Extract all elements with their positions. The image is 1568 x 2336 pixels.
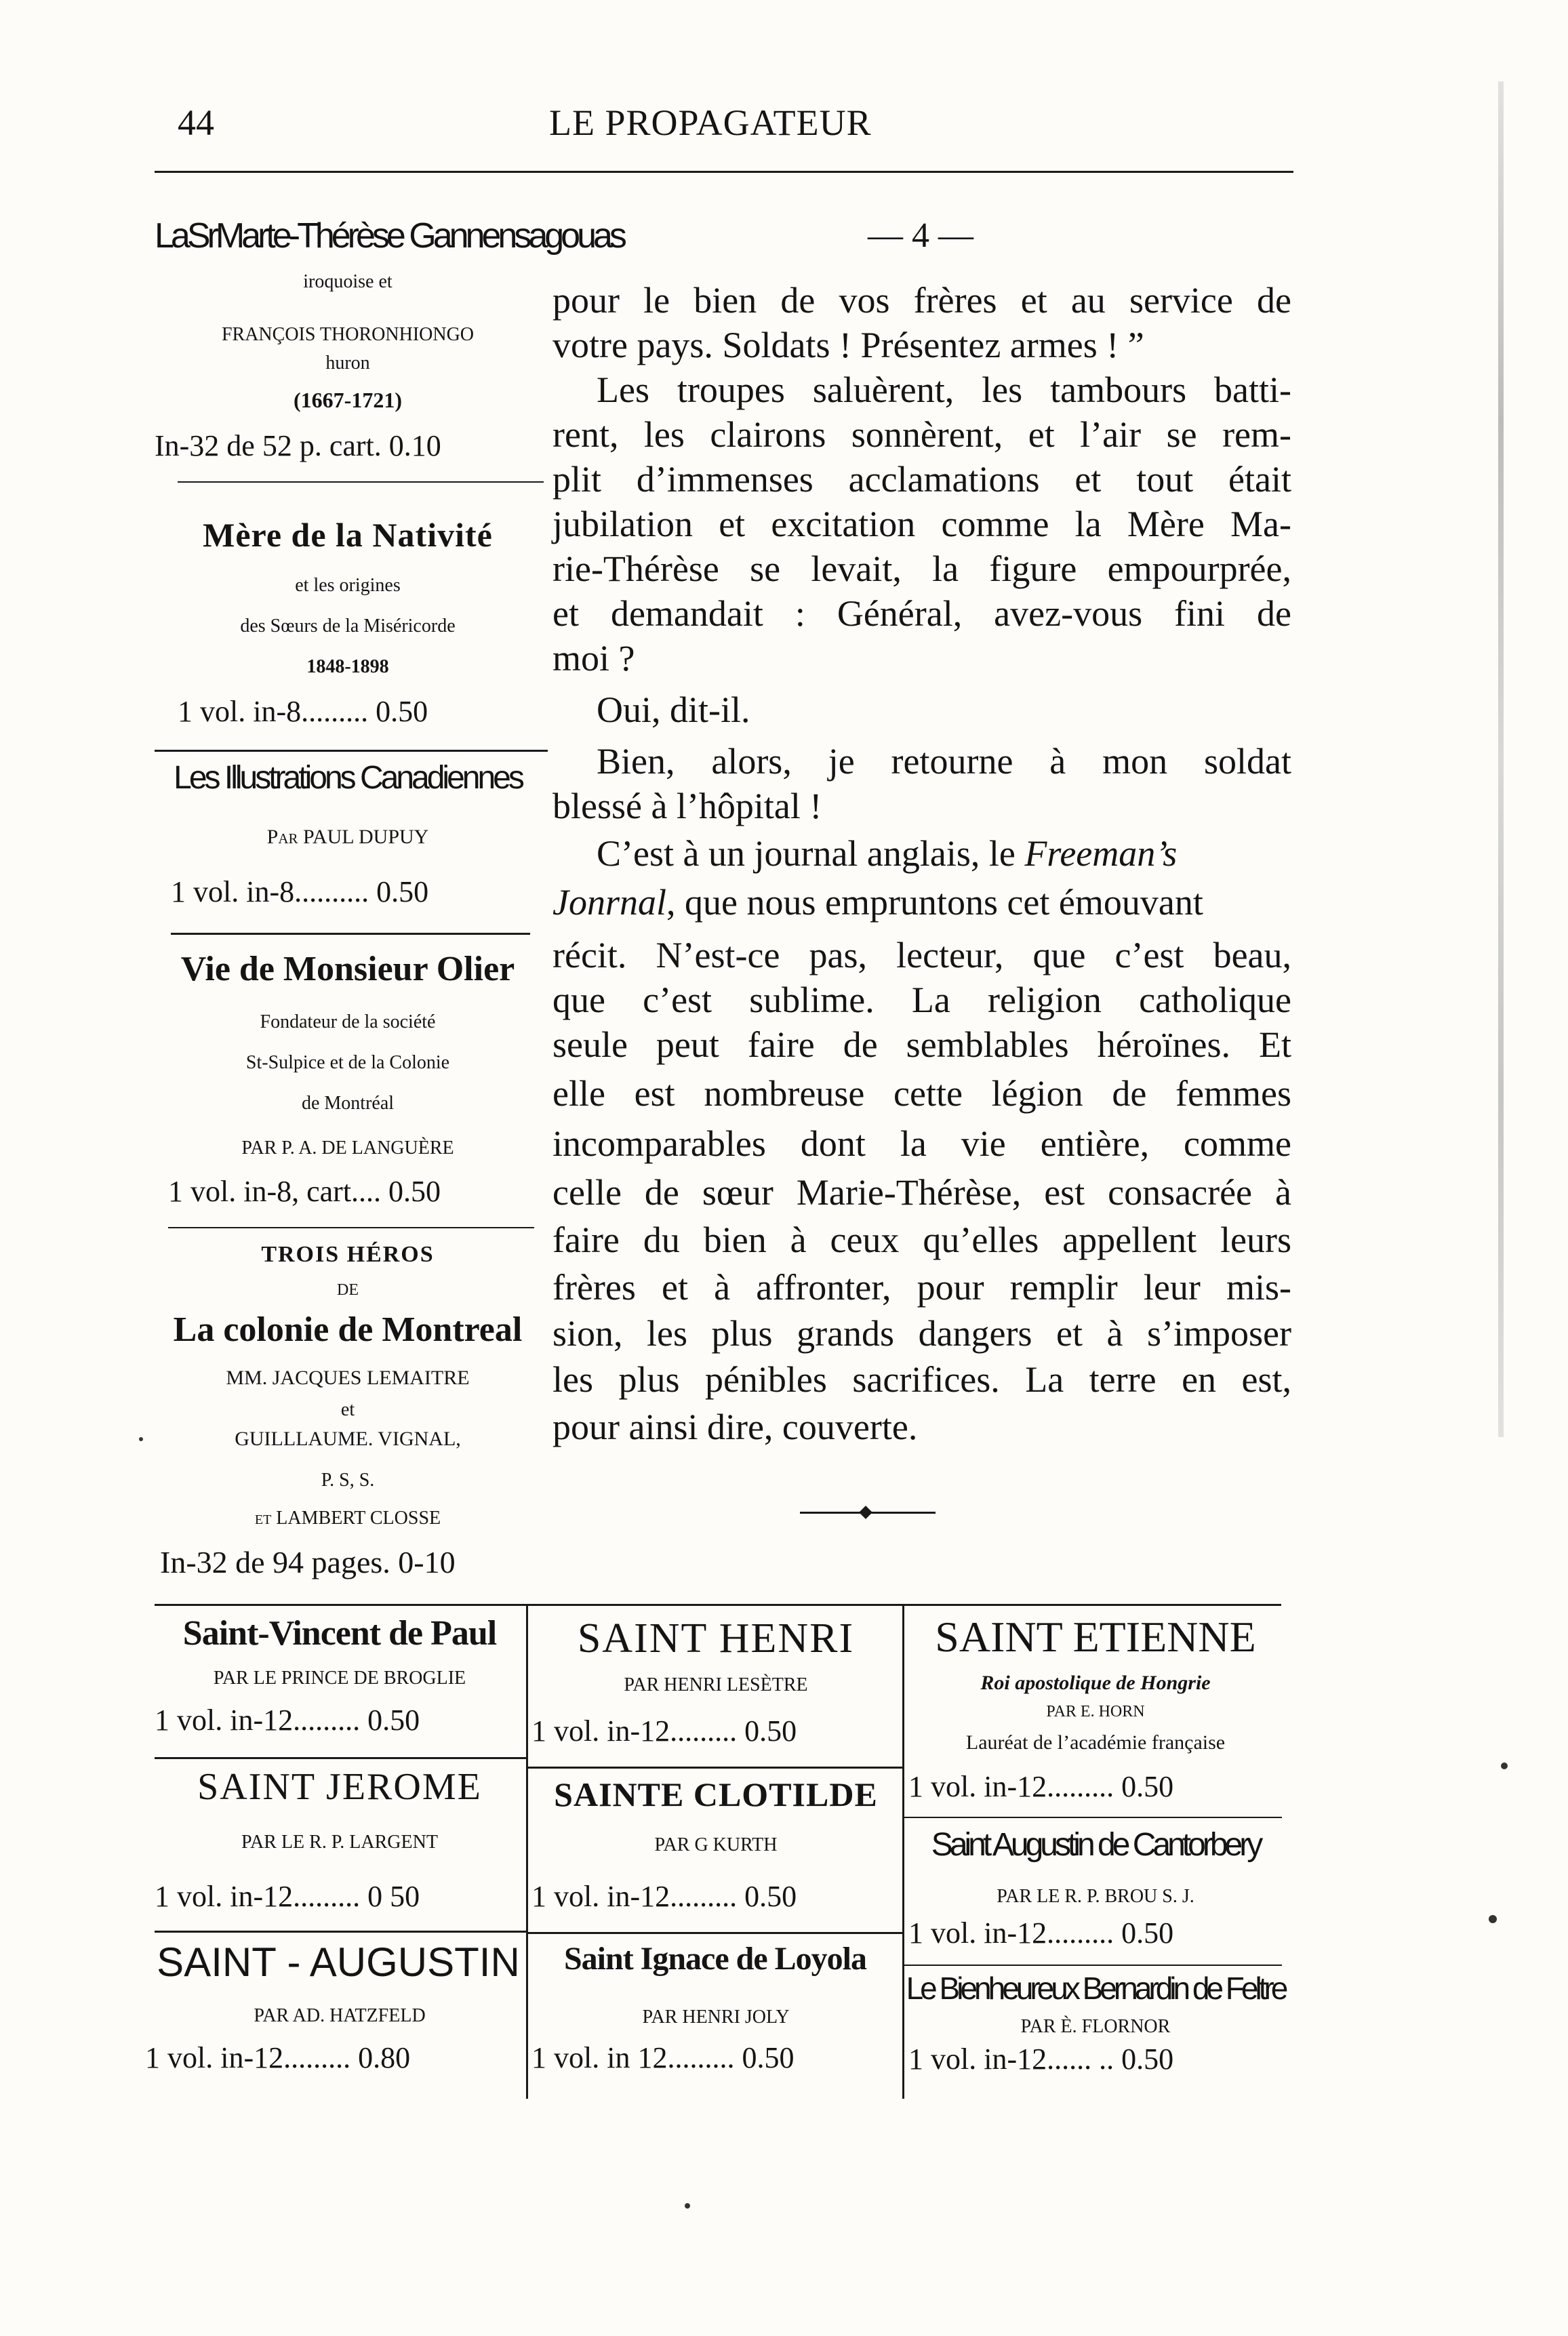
grid-col1-item2-title: SAINT JEROME	[197, 1766, 482, 1808]
left-entry-5-price: In-32 de 94 pages. 0-10	[160, 1545, 456, 1579]
body-line-9: moi ?	[552, 638, 635, 679]
left-entry-5-line-1: MM. JACQUES LEMAITRE	[226, 1367, 470, 1389]
body-line-19: incomparables dont la vie entière, comme	[552, 1123, 1291, 1164]
left-entry-3-line-1: Par PAUL DUPUY	[266, 826, 429, 848]
body-line-5: plit d’immenses acclamations et tout était	[552, 459, 1291, 500]
journal-word: Jonrnal	[552, 882, 666, 923]
grid-col1-item1-price: 1 vol. in-12......... 0.50	[155, 1704, 420, 1737]
grid-col2-rule-1	[526, 1767, 903, 1769]
left-entry-5-title-de: DE	[337, 1281, 359, 1299]
left-rule-2	[155, 750, 548, 752]
grid-col3-item2-author: PAR LE R. P. BROU S. J.	[997, 1886, 1194, 1907]
left-entry-2-line-1: et les origines	[295, 575, 401, 596]
grid-col2-item2-price: 1 vol. in-12......... 0.50	[531, 1880, 797, 1913]
running-title: LE PROPAGATEUR	[549, 102, 872, 143]
body-line-3: Les troupes saluèrent, les tambours batti-	[597, 369, 1291, 410]
left-rule-3	[171, 933, 530, 935]
header-rule	[155, 171, 1293, 173]
body-line-2: votre pays. Soldats ! Présentez armes ! ”	[552, 325, 1144, 365]
body-line-23: sion, les plus grands dangers et à s’imposer	[552, 1313, 1291, 1354]
left-entry-4-line-4: PAR P. A. DE LANGUÈRE	[241, 1137, 454, 1159]
left-entry-4-line-1: Fondateur de la société	[260, 1011, 436, 1032]
left-entry-4-line-2: St-Sulpice et de la Colonie	[245, 1052, 450, 1073]
section-marker: — 4 —	[868, 216, 973, 255]
body-line-21: faire du bien à ceux qu’elles appellent leurs	[552, 1220, 1291, 1260]
left-entry-2-title: Mère de la Nativité	[203, 516, 493, 554]
right-edge-shadow	[1498, 81, 1504, 1437]
left-entry-1-price: In-32 de 52 p. cart. 0.10	[155, 429, 441, 462]
left-entry-4-line-3: de Montréal	[301, 1093, 395, 1114]
grid-col3-rule-2	[902, 1965, 1282, 1966]
body-line-13	[597, 831, 1291, 876]
grid-col1-item1-title: Saint-Vincent de Paul	[182, 1614, 497, 1653]
body-line-4: rent, les clairons sonnèrent, et l’air se rem-	[552, 414, 1291, 455]
grid-col2-item3-author: PAR HENRI JOLY	[642, 2007, 790, 2028]
body-line-20: celle de sœur Marie-Thérèse, est consacrée à	[552, 1172, 1291, 1213]
body-line-10: Oui, dit-il.	[597, 689, 750, 730]
left-entry-2-line-2: des Sœurs de la Miséricorde	[240, 616, 456, 637]
page-number: 44	[178, 102, 214, 143]
body-line-14-text: , que nous empruntons cet émouvant	[666, 882, 1203, 923]
grid-col1-rule-1	[155, 1757, 526, 1759]
body-line-25: pour ainsi dire, couverte.	[552, 1407, 918, 1447]
grid-col2-item2-title: SAINTE CLOTILDE	[554, 1775, 878, 1813]
grid-col3-item1-author: PAR E. HORN	[1046, 1703, 1145, 1720]
grid-col3-item2-price: 1 vol. in-12......... 0.50	[908, 1916, 1174, 1950]
grid-col3-item3-price: 1 vol. in-12...... .. 0.50	[908, 2042, 1174, 2076]
body-line-11: Bien, alors, je retourne à mon soldat	[597, 741, 1291, 782]
grid-divider-1	[526, 1604, 528, 2099]
left-entry-4-price: 1 vol. in-8, cart.... 0.50	[168, 1175, 441, 1208]
body-line-15: récit. N’est-ce pas, lecteur, que c’est beau,	[552, 935, 1291, 975]
left-entry-5-line-3: GUILLLAUME. VIGNAL,	[235, 1428, 461, 1450]
scan-speck	[1501, 1763, 1508, 1769]
scan-speck	[139, 1437, 143, 1441]
body-line-6: jubilation et excitation comme la Mère Ma-	[552, 504, 1291, 544]
grid-col3-item2-title: Saint Augustin de Cantorbery	[931, 1827, 1260, 1863]
left-entry-2-price: 1 vol. in-8......... 0.50	[178, 695, 428, 728]
grid-col1-item2-price: 1 vol. in-12......... 0 50	[155, 1880, 420, 1913]
body-line-7: rie-Thérèse se levait, la figure empourprée,	[552, 548, 1291, 589]
grid-col3-rule-1	[902, 1817, 1282, 1818]
left-entry-5-line-5: et LAMBERT CLOSSE	[254, 1508, 441, 1529]
body-line-18: elle est nombreuse cette légion de femmes	[552, 1073, 1291, 1114]
scan-speck	[1489, 1915, 1497, 1923]
ornament-diamond	[859, 1506, 872, 1519]
grid-col3-item1-title: SAINT ETIENNE	[935, 1613, 1256, 1661]
grid-col2-item1-price: 1 vol. in-12......... 0.50	[531, 1714, 797, 1748]
body-line-16: que c’est sublime. La religion catholique	[552, 980, 1291, 1020]
grid-col3-item3-title: Le Bienheureux Bernardin de Feltre	[906, 1971, 1285, 2006]
body-line-22: frères et à affronter, pour remplir leur mis-	[552, 1267, 1291, 1308]
freeman-title: Freeman’s	[1024, 833, 1178, 874]
grid-col3-item1-extra: Lauréat de l’académie française	[965, 1731, 1226, 1754]
grid-col2-rule-2	[526, 1932, 903, 1934]
body-line-1: pour le bien de vos frères et au service de	[552, 280, 1291, 321]
grid-col3-item1-subtitle: Roi apostolique de Hongrie	[980, 1672, 1211, 1694]
grid-col2-item3-price: 1 vol. in 12......... 0.50	[531, 2041, 795, 2074]
left-entry-5-title-top: TROIS HÉROS	[261, 1242, 435, 1267]
body-line-12: blessé à l’hôpital !	[552, 786, 822, 826]
grid-col1-item3-title: SAINT - AUGUSTIN	[157, 1939, 520, 1985]
left-entry-5-line-2: et	[340, 1399, 355, 1420]
body-line-13-text: C’est à un journal anglais, le	[597, 833, 1025, 874]
left-entry-1-title: LaSrMarte-Thérèse Gannensagouas	[155, 216, 624, 256]
grid-col2-item1-author: PAR HENRI LESÈTRE	[624, 1674, 808, 1695]
left-entry-3-price: 1 vol. in-8.......... 0.50	[171, 875, 429, 908]
left-rule-4	[168, 1227, 534, 1228]
body-line-8: et demandait : Général, avez-vous fini de	[552, 593, 1291, 634]
body-line-24: les plus pénibles sacrifices. La terre en est,	[552, 1359, 1291, 1400]
scan-speck	[685, 2203, 690, 2209]
left-entry-5-title: La colonie de Montreal	[173, 1310, 523, 1349]
left-entry-3-title: Les Illustrations Canadiennes	[174, 760, 522, 796]
left-entry-1-line-4: (1667-1721)	[294, 388, 402, 412]
grid-col2-item1-title: SAINT HENRI	[577, 1615, 855, 1662]
left-rule-1	[178, 481, 544, 483]
grid-top-rule	[155, 1604, 1281, 1606]
left-entry-1-line-3: huron	[325, 353, 370, 374]
left-entry-1-line-1: iroquoise et	[303, 271, 393, 292]
grid-col1-item1-author: PAR LE PRINCE DE BROGLIE	[213, 1668, 466, 1689]
left-entry-5-line-4: P. S, S.	[321, 1470, 375, 1491]
grid-col3-item3-author: PAR È. FLORNOR	[1020, 2016, 1171, 2037]
body-line-17: seule peut faire de semblables héroïnes. Et	[552, 1024, 1291, 1065]
grid-col1-item3-price: 1 vol. in-12......... 0.80	[145, 2041, 411, 2074]
grid-col2-item3-title: Saint Ignace de Loyola	[563, 1941, 867, 1977]
grid-col1-item2-author: PAR LE R. P. LARGENT	[241, 1832, 438, 1853]
grid-col1-rule-2	[155, 1931, 526, 1933]
left-entry-2-line-3: 1848-1898	[306, 656, 389, 677]
grid-col3-item1-price: 1 vol. in-12......... 0.50	[908, 1770, 1174, 1803]
left-entry-1-line-2: FRANÇOIS THORONHIONGO	[221, 324, 475, 345]
left-entry-4-title: Vie de Monsieur Olier	[180, 950, 515, 988]
grid-col2-item2-author: PAR G KURTH	[654, 1834, 778, 1855]
body-line-14	[552, 880, 1291, 925]
grid-col1-item3-author: PAR AD. HATZFELD	[254, 2005, 426, 2026]
